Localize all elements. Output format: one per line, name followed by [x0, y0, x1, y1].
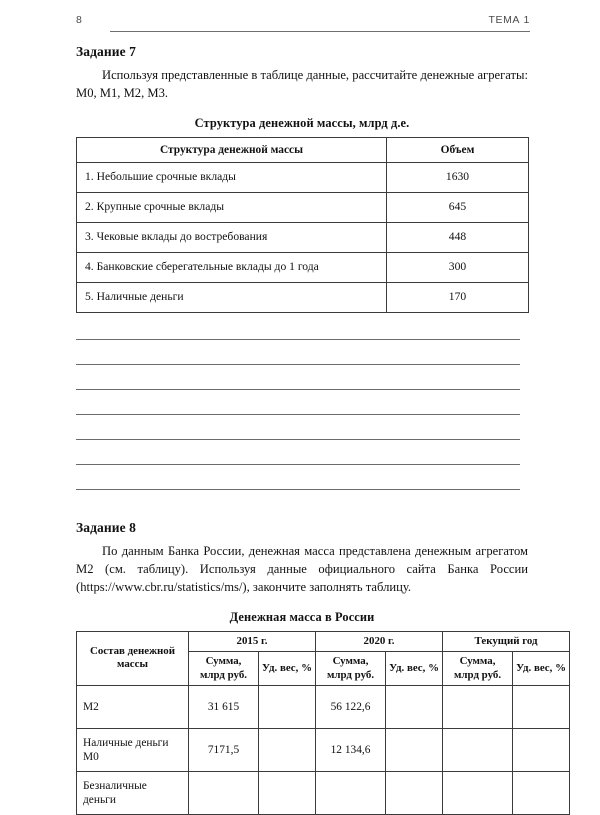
table-2-subheader-share-2020: Уд. вес, % [386, 652, 443, 686]
table-row [77, 223, 529, 253]
writing-line [76, 364, 520, 365]
table-2-head [77, 632, 570, 686]
table-row [77, 163, 529, 193]
table-row [77, 253, 529, 283]
table-row [77, 283, 529, 313]
writing-line [76, 389, 520, 390]
running-head-divider [110, 31, 530, 32]
money-structure-table [76, 137, 529, 313]
table-1-row-4-value: 170 [387, 283, 529, 313]
table-1-header-structure: Структура денежной массы [77, 137, 387, 162]
table-2-row-0-label: М2 [77, 685, 189, 728]
table-2-row-0-sum-2015: 31 615 [189, 685, 259, 728]
table-1-row-2-label: 3. Чековые вклады до востребования [77, 223, 387, 253]
russia-money-supply-table [76, 631, 570, 815]
table-1-row-1-label: 2. Крупные срочные вклады [77, 193, 387, 223]
table-2-row-0-share-2020[interactable] [386, 685, 443, 728]
table-2-subheader-sum-2015: Сумма, млрд руб. [189, 652, 259, 686]
page-number: 8 [76, 14, 83, 26]
table-2-row-2-sum-2015[interactable] [189, 771, 259, 814]
running-head [0, 14, 600, 40]
table-2-row-0-sum-2020: 56 122,6 [316, 685, 386, 728]
table-2-row-1-sum-2020: 12 134,6 [316, 728, 386, 771]
table-2-subheader-sum-current: Сумма, млрд руб. [443, 652, 513, 686]
table-1-head [77, 137, 529, 162]
table-2-row-1-label: Наличные деньги М0 [77, 728, 189, 771]
table-2-row-1-sum-2015: 7171,5 [189, 728, 259, 771]
task-7-paragraph: Используя представленные в таблице данные, рассчитайте денежные агрегаты: М0, М1, М2, М3. [76, 68, 528, 101]
writing-line [76, 339, 520, 340]
writing-line [76, 414, 520, 415]
table-2-caption: Денежная масса в России [229, 610, 375, 624]
table-2-header-group-current: Текущий год [443, 632, 570, 652]
writing-line [76, 439, 520, 440]
table-2-subheader-share-current: Уд. вес, % [513, 652, 570, 686]
table-1-row-1-value: 645 [387, 193, 529, 223]
table-2-row-0-share-2015[interactable] [259, 685, 316, 728]
table-2-row-2-sum-current[interactable] [443, 771, 513, 814]
table-2-row-2-sum-2020[interactable] [316, 771, 386, 814]
page-content [76, 44, 566, 815]
table-header-row-groups [77, 632, 570, 652]
table-1-row-0-label: 1. Небольшие срочные вклады [77, 163, 387, 193]
table-1-row-3-label: 4. Банковские сберегательные вклады до 1 года [77, 253, 387, 283]
table-2-subheader-share-2015: Уд. вес, % [259, 652, 316, 686]
task-8-heading: Задание 8 [76, 520, 137, 536]
task-7-heading: Задание 7 [76, 44, 137, 59]
table-1-header-volume: Объем [387, 137, 529, 162]
table-row [77, 685, 570, 728]
table-1-row-2-value: 448 [387, 223, 529, 253]
table-2-header-group-2015: 2015 г. [189, 632, 316, 652]
table-1-body [77, 163, 529, 313]
table-1-caption: Структура денежной массы, млрд д.е. [194, 115, 410, 130]
table-2-row-0-share-current[interactable] [513, 685, 570, 728]
table-1-row-3-value: 300 [387, 253, 529, 283]
table-row [77, 771, 570, 814]
table-2-row-2-share-2020[interactable] [386, 771, 443, 814]
table-2-header-row-label: Состав денежной массы [77, 632, 189, 686]
task-8-paragraph: По данным Банка России, денежная масса представлена денежным агрегатом М2 (см. таблицу). Используя данные официального сайта Банка России (https://www.cbr.ru/statistics/ms/), закончите заполнять таблицу. [76, 544, 528, 595]
table-2-row-2-label: Безналичные деньги [77, 771, 189, 814]
table-2-row-2-share-2015[interactable] [259, 771, 316, 814]
table-1-row-4-label: 5. Наличные деньги [77, 283, 387, 313]
running-head-title: ТЕМА 1 [488, 14, 530, 26]
table-2-row-2-share-current[interactable] [513, 771, 570, 814]
table-2-subheader-sum-2020: Сумма, млрд руб. [316, 652, 386, 686]
section-spacer [76, 490, 528, 520]
writing-line [76, 464, 520, 465]
table-1-row-0-value: 1630 [387, 163, 529, 193]
table-row [77, 193, 529, 223]
table-header-row [77, 137, 529, 162]
answer-writing-lines [76, 339, 528, 490]
table-2-row-0-sum-current[interactable] [443, 685, 513, 728]
table-2-header-group-2020: 2020 г. [316, 632, 443, 652]
